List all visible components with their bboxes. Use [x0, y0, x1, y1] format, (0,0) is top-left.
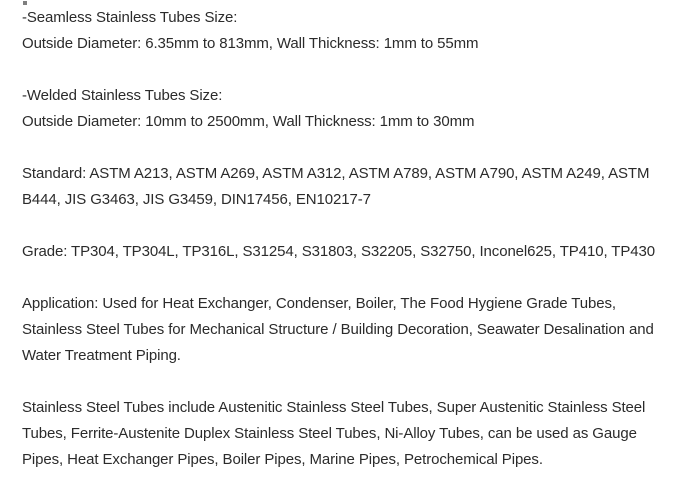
- text-line: Grade: TP304, TP304L, TP316L, S31254, S31803, S32205, S32750, Inconel625, TP410, TP430: [22, 243, 656, 260]
- text-line: Outside Diameter: 10mm to 2500mm, Wall Thickness: 1mm to 30mm: [22, 113, 475, 130]
- text-line: B444, JIS G3463, JIS G3459, DIN17456, EN10217-7: [22, 191, 371, 208]
- paragraph-standards: [22, 161, 662, 213]
- text-line: Outside Diameter: 6.35mm to 813mm, Wall Thickness: 1mm to 55mm: [22, 35, 479, 52]
- text-line: Stainless Steel Tubes for Mechanical Structure / Building Decoration, Seawater Desalination and: [22, 321, 654, 338]
- text-line: -Seamless Stainless Tubes Size:: [22, 9, 238, 26]
- paragraph-application: [22, 291, 662, 369]
- text-line: Pipes, Heat Exchanger Pipes, Boiler Pipes, Marine Pipes, Petrochemical Pipes.: [22, 451, 543, 468]
- paragraph-tube-types: [22, 395, 662, 473]
- text-line: Water Treatment Piping.: [22, 347, 181, 364]
- paragraph-welded-tubes-size: [22, 83, 662, 135]
- text-line: Stainless Steel Tubes include Austenitic Stainless Steel Tubes, Super Austenitic Stainless Steel: [22, 399, 646, 416]
- document-text-block: [22, 5, 662, 473]
- text-line: Standard: ASTM A213, ASTM A269, ASTM A312, ASTM A789, ASTM A790, ASTM A249, ASTM: [22, 165, 650, 182]
- paragraph-seamless-tubes-size: [22, 5, 662, 57]
- text-line: Application: Used for Heat Exchanger, Condenser, Boiler, The Food Hygiene Grade Tubes,: [22, 295, 616, 312]
- paragraph-grades: [22, 239, 662, 265]
- text-line: Tubes, Ferrite-Austenite Duplex Stainless Steel Tubes, Ni-Alloy Tubes, can be used as Gauge: [22, 425, 637, 442]
- text-line: -Welded Stainless Tubes Size:: [22, 87, 223, 104]
